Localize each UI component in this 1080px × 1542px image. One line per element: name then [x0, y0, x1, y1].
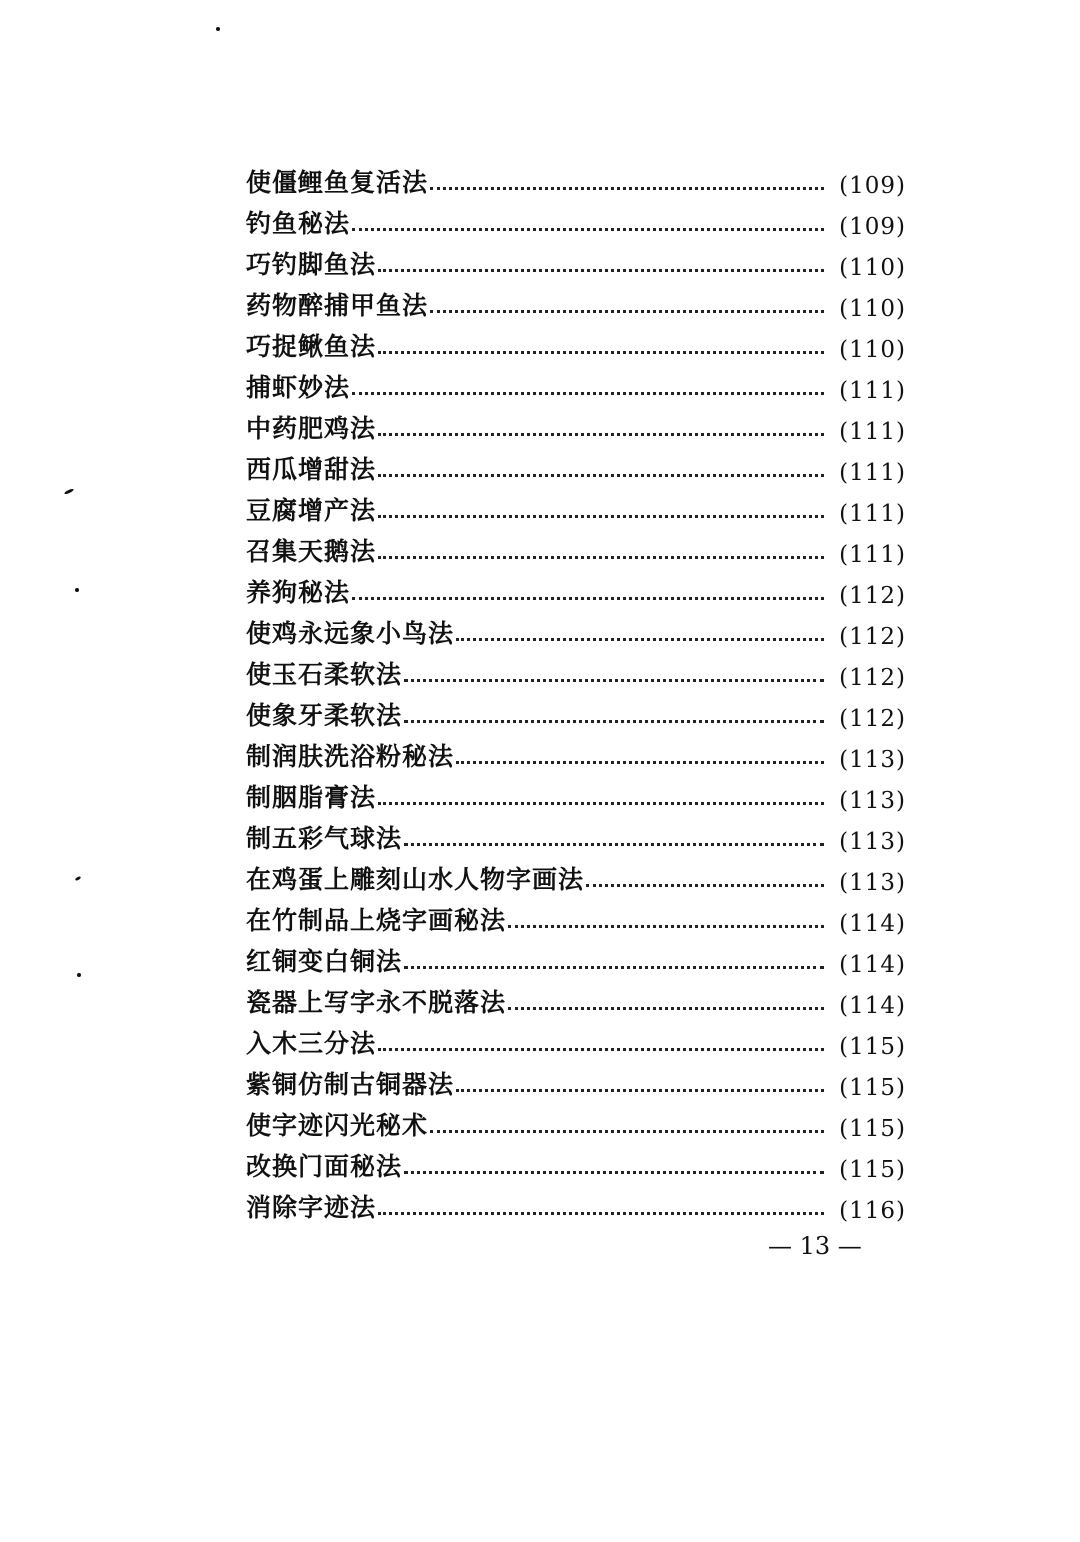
toc-entry-title: 红铜变白铜法: [246, 947, 403, 976]
dot-leader: [404, 720, 824, 723]
dot-leader: [378, 1212, 824, 1215]
scan-speck: [75, 876, 82, 882]
dot-leader: [508, 925, 824, 928]
toc-entry-title: 制润肤洗浴粉秘法: [246, 742, 455, 771]
dot-leader: [456, 638, 824, 641]
toc-entry-page: (115): [839, 1034, 906, 1060]
page-number: — 13 —: [768, 1232, 862, 1260]
dot-leader: [378, 556, 824, 559]
dot-leader: [352, 597, 824, 600]
scan-speck: [216, 27, 220, 31]
scan-speck: [75, 588, 79, 592]
toc-entry: [246, 978, 906, 1019]
dot-leader: [352, 392, 824, 395]
toc-entry-page: (111): [839, 460, 906, 486]
toc-entry: [246, 896, 906, 937]
dot-leader: [430, 1130, 824, 1133]
toc-entry: [246, 773, 906, 814]
toc-entry-title: 使玉石柔软法: [246, 660, 403, 689]
toc-entry-title: 使象牙柔软法: [246, 701, 403, 730]
toc-entry-page: (112): [839, 706, 906, 732]
toc-entry-page: (116): [839, 1198, 906, 1224]
dot-leader: [456, 761, 824, 764]
dot-leader: [430, 310, 824, 313]
toc-entry-page: (112): [839, 583, 906, 609]
scan-speck: [64, 488, 74, 495]
toc-entry: [246, 691, 906, 732]
toc-entry-title: 中药肥鸡法: [246, 414, 377, 443]
toc-entry-page: (114): [839, 993, 906, 1019]
toc-entry-page: (113): [839, 747, 906, 773]
toc-entry-page: (111): [839, 419, 906, 445]
toc-entry: [246, 486, 906, 527]
toc-entry-title: 在竹制品上烧字画秘法: [246, 906, 507, 935]
dot-leader: [352, 228, 824, 231]
toc-entry-title: 召集天鹅法: [246, 537, 377, 566]
toc-entry-page: (114): [839, 911, 906, 937]
toc-entry-title: 巧捉鳅鱼法: [246, 332, 377, 361]
toc-entry: [246, 1019, 906, 1060]
toc-entry-title: 豆腐增产法: [246, 496, 377, 525]
toc-entry: [246, 363, 906, 404]
toc-entry-page: (109): [839, 173, 906, 199]
toc-entry-page: (115): [839, 1075, 906, 1101]
toc-entry-title: 使字迹闪光秘术: [246, 1111, 429, 1140]
toc-entry-page: (111): [839, 542, 906, 568]
toc-entry-title: 养狗秘法: [246, 578, 351, 607]
toc-entry: [246, 445, 906, 486]
dot-leader: [404, 679, 824, 682]
toc-entry-page: (113): [839, 788, 906, 814]
toc-entry-title: 巧钓脚鱼法: [246, 250, 377, 279]
dot-leader: [378, 1048, 824, 1051]
dot-leader: [378, 269, 824, 272]
toc-entry-page: (111): [839, 378, 906, 404]
toc-entry-title: 西瓜增甜法: [246, 455, 377, 484]
toc-entry-title: 使鸡永远象小鸟法: [246, 619, 455, 648]
dot-leader: [378, 351, 824, 354]
toc-entry-title: 在鸡蛋上雕刻山水人物字画法: [246, 865, 585, 894]
toc-entry: [246, 1060, 906, 1101]
toc-entry: [246, 322, 906, 363]
toc-entry-page: (110): [839, 337, 906, 363]
toc-entry: [246, 609, 906, 650]
toc-entry: [246, 1142, 906, 1183]
dot-leader: [508, 1007, 824, 1010]
toc-entry-page: (111): [839, 501, 906, 527]
toc-entry-page: (112): [839, 665, 906, 691]
toc-entry-page: (109): [839, 214, 906, 240]
toc-entry-page: (113): [839, 870, 906, 896]
toc-entry-title: 改换门面秘法: [246, 1152, 403, 1181]
toc-entry-page: (112): [839, 624, 906, 650]
toc-entry-page: (113): [839, 829, 906, 855]
toc-entry-title: 入木三分法: [246, 1029, 377, 1058]
toc-entry-page: (114): [839, 952, 906, 978]
scan-speck: [77, 973, 81, 977]
dot-leader: [586, 884, 824, 887]
table-of-contents: [246, 158, 906, 1224]
toc-entry-title: 捕虾妙法: [246, 373, 351, 402]
dot-leader: [404, 966, 824, 969]
toc-entry: [246, 240, 906, 281]
toc-entry-title: 钓鱼秘法: [246, 209, 351, 238]
toc-entry-title: 瓷器上写字永不脱落法: [246, 988, 507, 1017]
toc-entry: [246, 568, 906, 609]
dot-leader: [404, 1171, 824, 1174]
toc-entry: [246, 281, 906, 322]
toc-entry-title: 制五彩气球法: [246, 824, 403, 853]
toc-entry-page: (110): [839, 255, 906, 281]
dot-leader: [378, 433, 824, 436]
toc-entry-page: (110): [839, 296, 906, 322]
toc-entry: [246, 814, 906, 855]
dot-leader: [378, 474, 824, 477]
dot-leader: [404, 843, 824, 846]
toc-entry-title: 消除字迹法: [246, 1193, 377, 1222]
toc-entry-page: (115): [839, 1157, 906, 1183]
toc-entry: [246, 732, 906, 773]
toc-entry-title: 药物醉捕甲鱼法: [246, 291, 429, 320]
toc-entry: [246, 855, 906, 896]
dot-leader: [456, 1089, 824, 1092]
toc-entry: [246, 937, 906, 978]
toc-entry-title: 制胭脂膏法: [246, 783, 377, 812]
toc-entry-title: 使僵鲤鱼复活法: [246, 168, 429, 197]
dot-leader: [378, 802, 824, 805]
toc-entry: [246, 1101, 906, 1142]
dot-leader: [378, 515, 824, 518]
toc-entry: [246, 527, 906, 568]
dot-leader: [430, 187, 824, 190]
toc-entry: [246, 1183, 906, 1224]
toc-entry-title: 紫铜仿制古铜器法: [246, 1070, 455, 1099]
toc-entry: [246, 199, 906, 240]
toc-entry: [246, 404, 906, 445]
toc-entry: [246, 650, 906, 691]
toc-entry: [246, 158, 906, 199]
toc-entry-page: (115): [839, 1116, 906, 1142]
